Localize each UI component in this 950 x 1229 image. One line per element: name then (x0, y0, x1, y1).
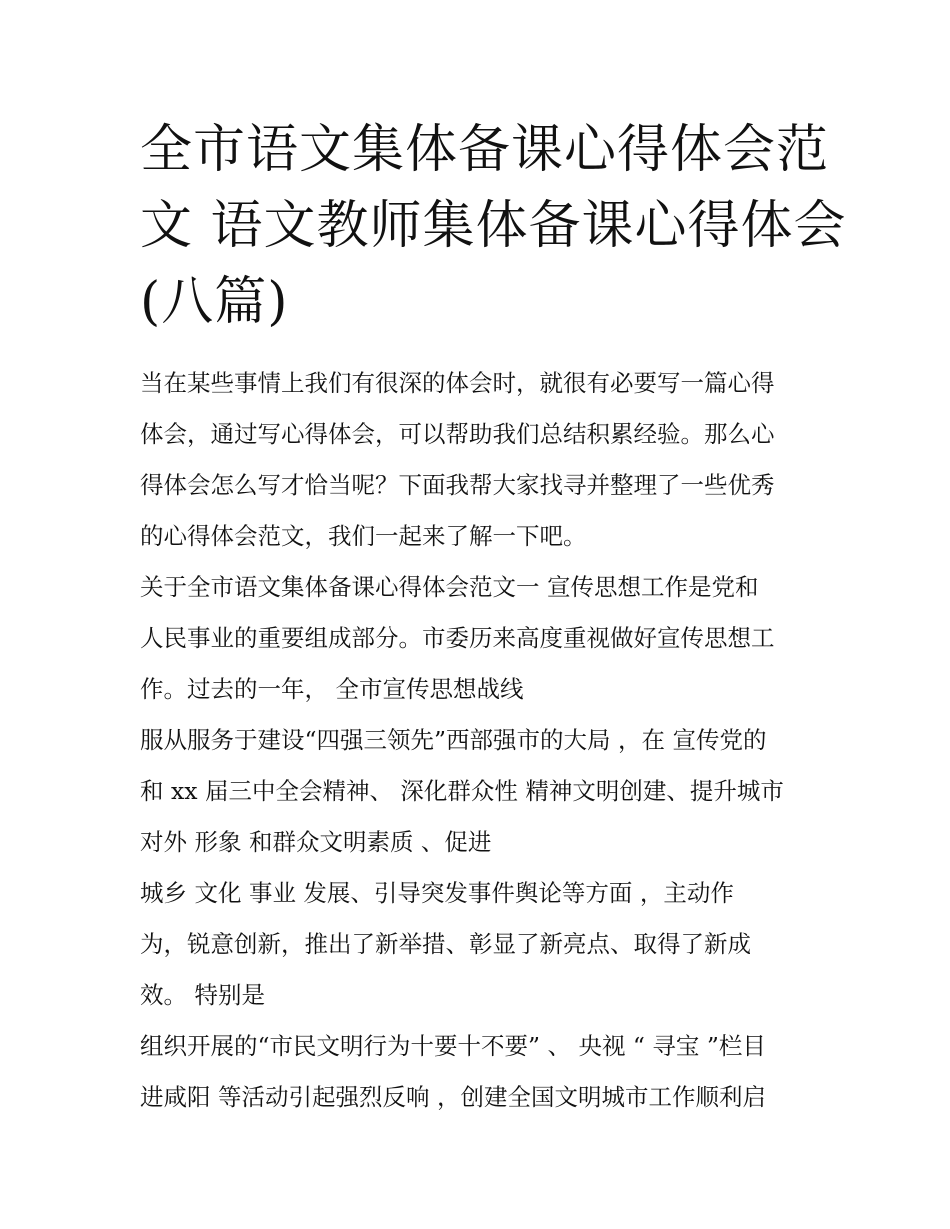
body-line: 效。 特别是 (140, 981, 265, 1009)
body-line: 服从服务于建设“四强三领先”西部强市的大局 ，在 宣传党的 (140, 726, 767, 754)
document-title (140, 112, 847, 340)
document-body (140, 358, 830, 1123)
body-line: 作。过去的一年， 全市宣传思想战线 (140, 675, 524, 703)
body-line: 为，锐意创新，推出了新举措、彰显了新亮点、取得了新成 (140, 930, 751, 958)
title-line-2: 文 语文教师集体备课心得体会 (140, 196, 847, 256)
title-line-3: (八篇) (140, 272, 289, 332)
body-line: 的心得体会范文，我们一起来了解一下吧。 (140, 522, 587, 550)
body-line: 和 xx 届三中全会精神、 深化群众性 精神文明创建、提升城市 (140, 777, 784, 805)
title-line-1: 全市语文集体备课心得体会范 (140, 120, 830, 180)
body-line: 体会，通过写心得体会，可以帮助我们总结积累经验。那么心 (140, 420, 775, 448)
body-line: 对外 形象 和群众文明素质 、促进 (140, 828, 492, 856)
body-line: 组织开展的“市民文明行为十要十不要” 、 央视 “ 寻宝 ”栏目 (140, 1032, 766, 1060)
body-line: 进咸阳 等活动引起强烈反响 ，创建全国文明城市工作顺利启 (140, 1083, 766, 1111)
body-line: 城乡 文化 事业 发展、引导突发事件舆论等方面 ，主动作 (140, 879, 734, 907)
body-line: 人民事业的重要组成部分。市委历来高度重视做好宣传思想工 (140, 624, 775, 652)
body-line: 得体会怎么写才恰当呢？下面我帮大家找寻并整理了一些优秀 (140, 471, 775, 499)
body-line: 当在某些事情上我们有很深的体会时，就很有必要写一篇心得 (140, 369, 775, 397)
body-line: 关于全市语文集体备课心得体会范文一 宣传思想工作是党和 (140, 573, 759, 601)
